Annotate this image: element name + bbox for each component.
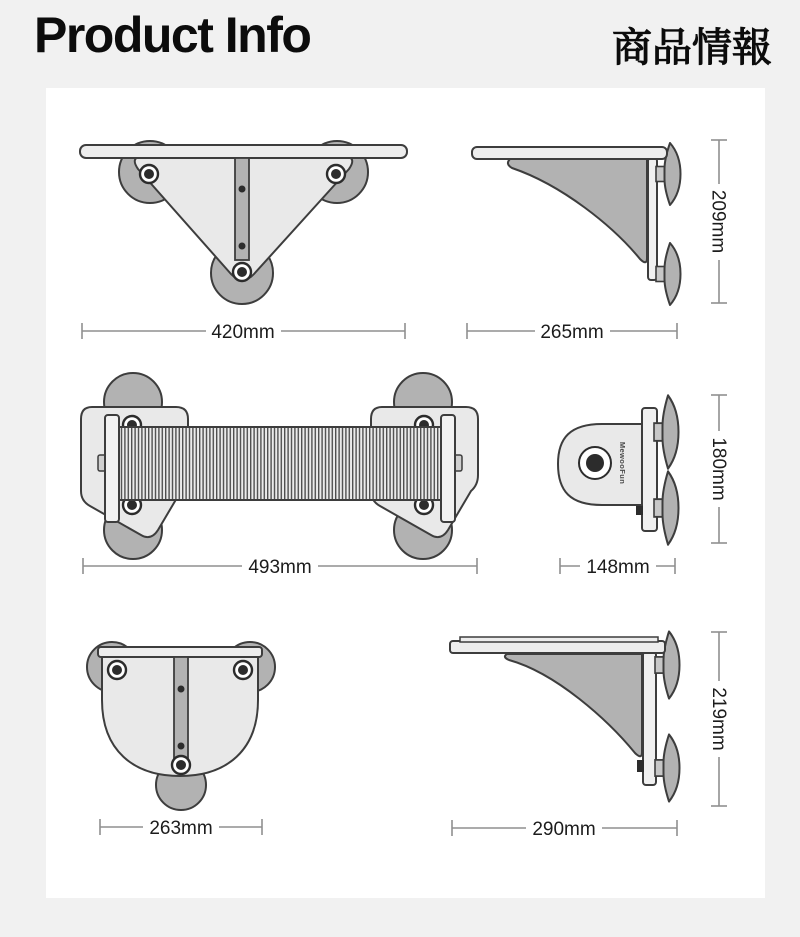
shelf-board-side <box>450 641 665 653</box>
drawing-triangle-shelf-side-view <box>467 140 731 343</box>
screw-hole <box>233 263 251 281</box>
suction-cup-side <box>655 735 680 802</box>
dimension-label: 219mm <box>708 687 729 751</box>
wall-bracket <box>508 159 647 262</box>
page-title: Product Info <box>34 7 311 63</box>
screw-hole <box>234 661 252 679</box>
page-header <box>0 0 800 88</box>
drawing-scratcher-front-view <box>81 373 478 578</box>
rope-end-cap <box>105 415 119 522</box>
dimension-label: 148mm <box>586 557 650 578</box>
dimension-label: 493mm <box>248 557 312 578</box>
screw-hole-center <box>586 454 604 472</box>
bracket-tab <box>637 760 644 772</box>
drawing-triangle-shelf-top-view <box>80 141 407 343</box>
shelf-board-lip <box>460 637 658 642</box>
drawing-rounded-shelf-top-view <box>87 642 275 839</box>
dimension-label: 263mm <box>149 818 213 839</box>
dimension-label: 290mm <box>532 819 596 840</box>
mount-plate <box>643 652 656 785</box>
shelf-board-side <box>472 147 667 159</box>
rope-end-cap <box>441 415 455 522</box>
screw-dot <box>239 186 246 193</box>
drawing-scratcher-side-view <box>558 395 731 578</box>
shelf-board <box>98 647 262 657</box>
technical-drawings <box>46 88 765 898</box>
screw-hole <box>108 661 126 679</box>
dimension-label: 180mm <box>708 437 729 501</box>
drawing-rounded-shelf-side-view <box>450 632 731 840</box>
brand-label: MewooFun <box>618 441 627 485</box>
dimension-label: 265mm <box>540 322 604 343</box>
screw-dot <box>239 243 246 250</box>
page-title-japanese: 商品情報 <box>612 25 772 71</box>
sisal-rope-wrap <box>118 427 442 500</box>
shelf-board <box>80 145 407 158</box>
screw-hole <box>327 165 345 183</box>
screw-hole <box>140 165 158 183</box>
screw-dot <box>178 743 185 750</box>
wall-bracket <box>505 654 642 756</box>
dimension-label: 209mm <box>707 189 729 254</box>
suction-cup-side <box>656 243 681 305</box>
drawings-panel <box>46 88 765 898</box>
dimension-label: 420mm <box>211 322 275 343</box>
screw-hole <box>172 756 190 774</box>
screw-dot <box>178 686 185 693</box>
